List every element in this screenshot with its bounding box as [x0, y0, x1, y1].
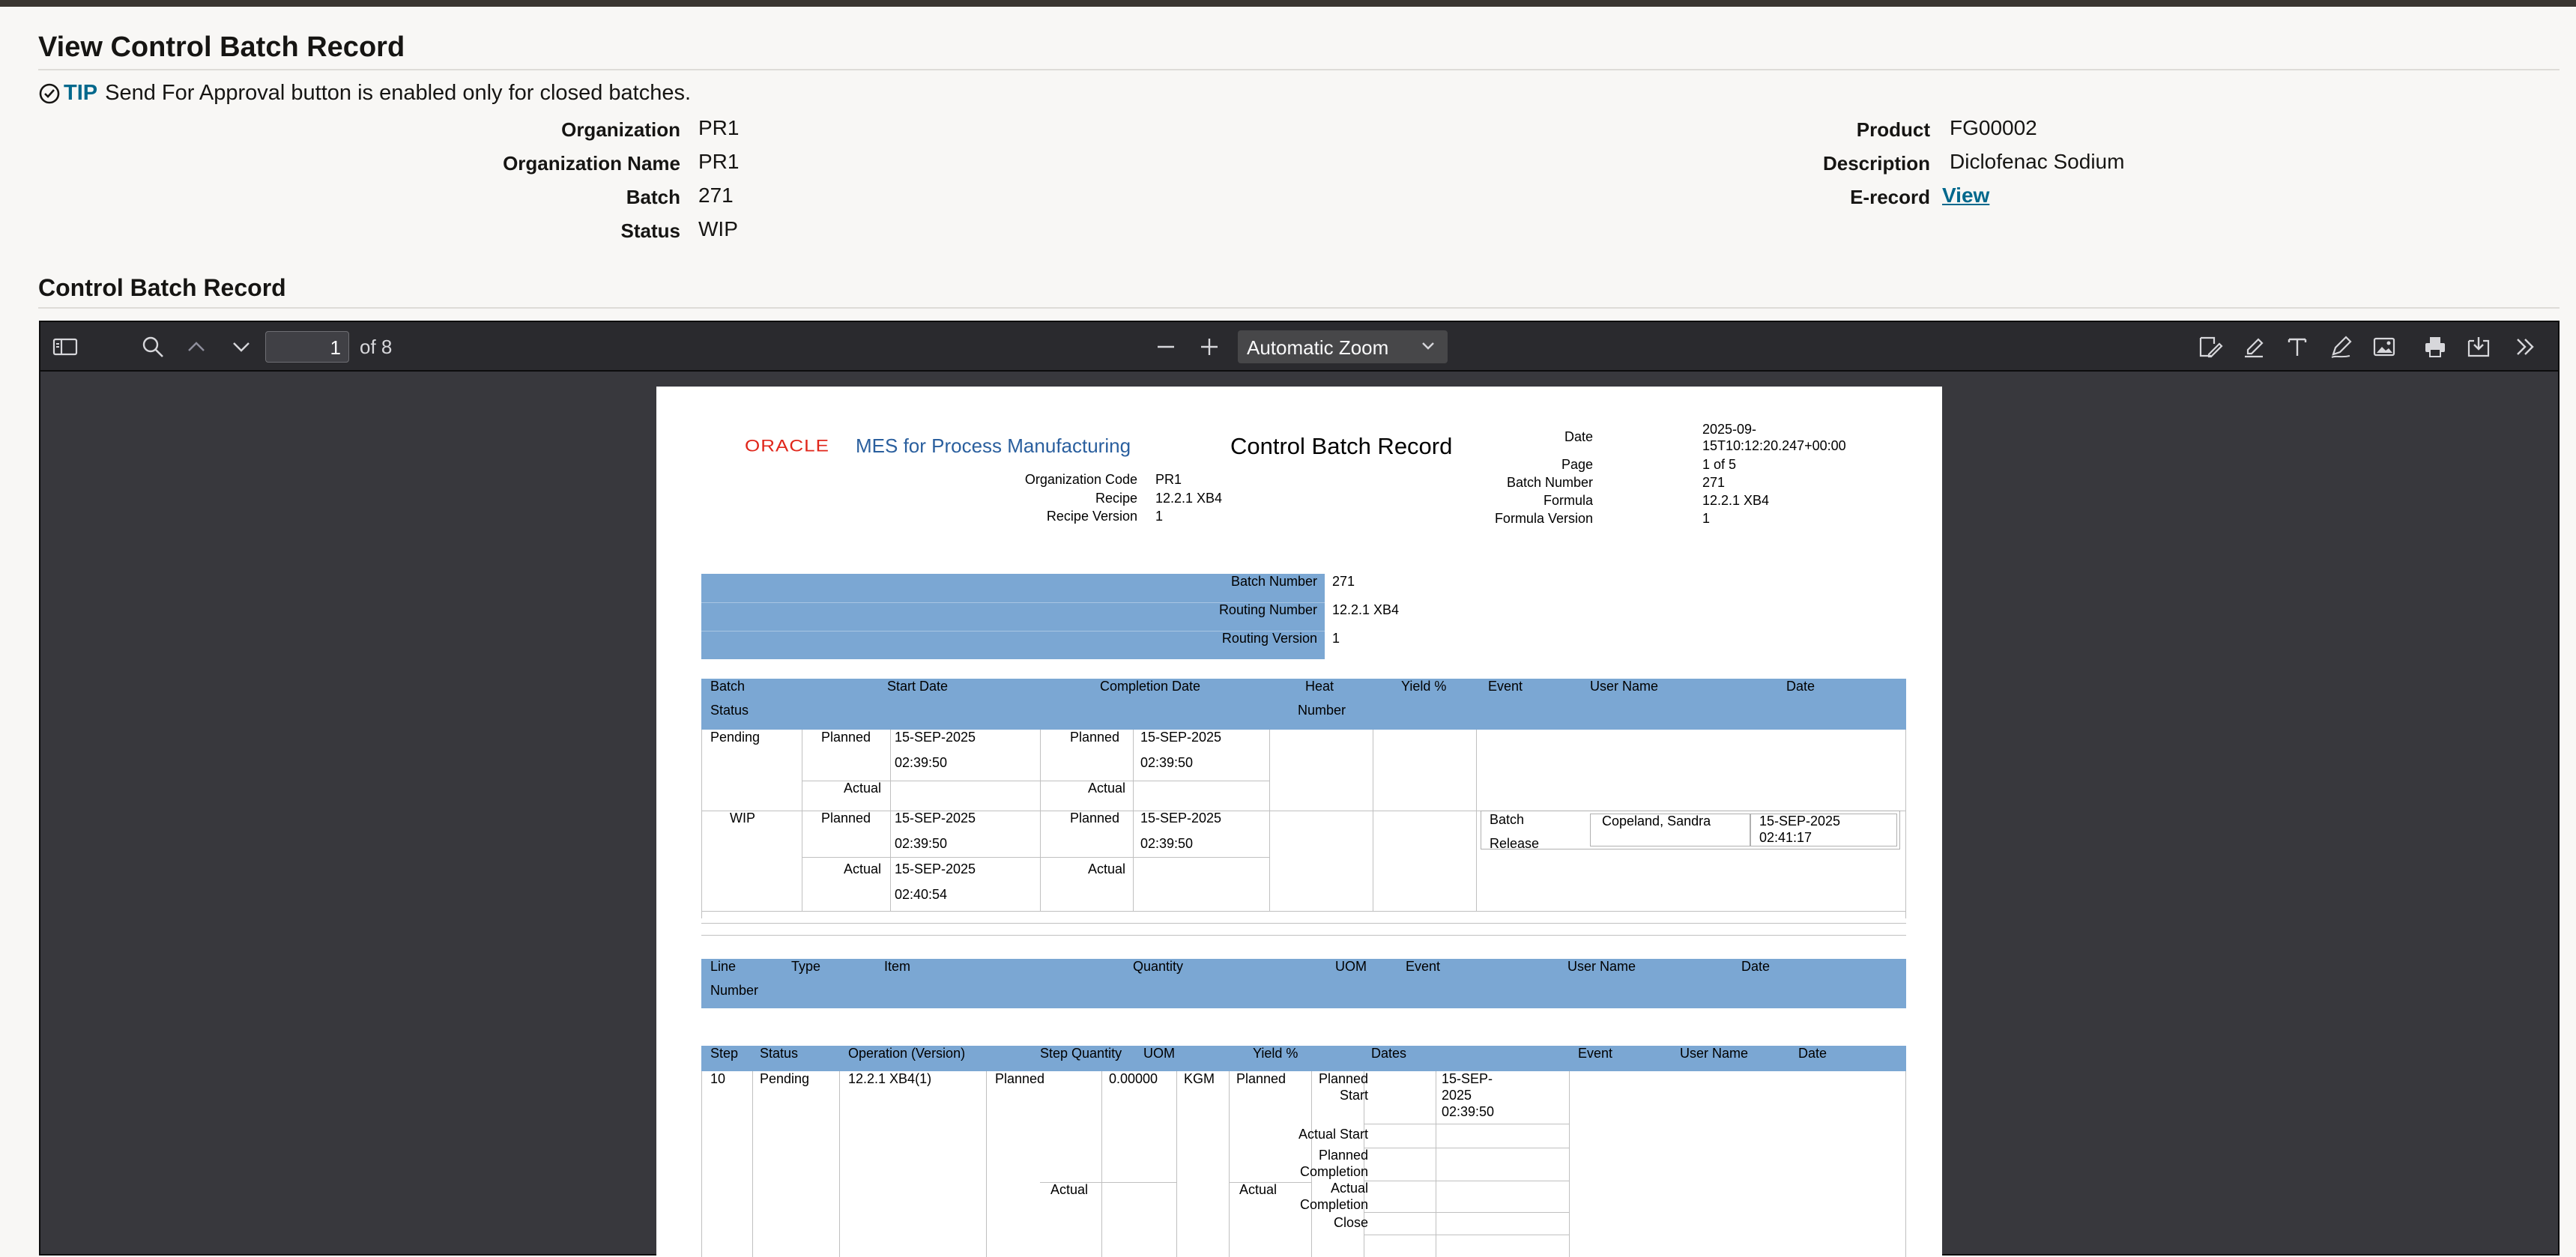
draw-icon[interactable] — [2329, 335, 2353, 359]
previous-page-icon[interactable] — [186, 338, 207, 356]
image-icon[interactable] — [2372, 335, 2396, 359]
pending-completion-date-2: 02:39:50 — [1140, 755, 1194, 770]
pending-completion-actual: Actual — [1088, 781, 1126, 796]
wip-actual-start-date-1: 15-SEP-2025 — [895, 861, 976, 876]
wip-actual-start-date-2: 02:40:54 — [895, 887, 948, 902]
col-step-status: Status — [760, 1046, 799, 1061]
pending-start-date-1: 15-SEP-2025 — [895, 730, 976, 745]
step-number: 10 — [710, 1071, 726, 1086]
routing-version-label: Routing Version — [1221, 631, 1317, 646]
table-divider — [890, 811, 891, 911]
chevron-down-icon — [1419, 336, 1437, 360]
table-divider — [1476, 811, 1477, 911]
step-operation: 12.2.1 XB4(1) — [848, 1071, 932, 1086]
batch-value: 271 — [698, 184, 734, 207]
check-circle-icon — [38, 82, 61, 105]
step-uom: KGM — [1184, 1071, 1215, 1086]
batch-number-value: 271 — [1332, 574, 1355, 589]
wip-completion-date-2: 02:39:50 — [1140, 836, 1194, 851]
batch-number-label: Batch Number — [1230, 574, 1317, 589]
planned-start-value-1: 15-SEP- — [1442, 1071, 1493, 1086]
doc-formula-value: 12.2.1 XB4 — [1702, 493, 1770, 508]
doc-date-value-1: 2025-09- — [1702, 422, 1757, 437]
col-date: Date — [1786, 679, 1815, 694]
col-step-user-name: User Name — [1680, 1046, 1749, 1061]
step-yield-actual: Actual — [1239, 1182, 1278, 1197]
step-status: Pending — [760, 1071, 810, 1086]
col-item: Item — [884, 959, 911, 974]
wip-start-actual: Actual — [844, 861, 882, 876]
planned-start-label-1: Planned — [1318, 1071, 1368, 1086]
routing-version-value: 1 — [1332, 631, 1340, 646]
tools-icon[interactable] — [2515, 336, 2537, 357]
zoom-in-icon[interactable] — [1199, 336, 1220, 357]
wip-start-planned: Planned — [821, 811, 871, 826]
col-operation: Operation (Version) — [848, 1046, 966, 1061]
col-heat-2: Number — [1298, 703, 1346, 718]
highlight-icon[interactable] — [2242, 335, 2266, 359]
planned-start-value-3: 02:39:50 — [1442, 1104, 1495, 1119]
doc-date-value-2: 15T10:12:20.247+00:00 — [1702, 438, 1846, 453]
organization-label: Organization — [561, 118, 680, 141]
status-label: Status — [620, 219, 680, 242]
col-line-2: Number — [710, 983, 759, 998]
section-title: Control Batch Record — [38, 274, 286, 301]
step-qty-actual: Actual — [1050, 1182, 1089, 1197]
doc-formula-version-label: Formula Version — [1494, 511, 1593, 526]
pdf-viewer — [39, 321, 2560, 1256]
description-label: Description — [1822, 152, 1930, 175]
print-icon[interactable] — [2423, 335, 2447, 359]
status-value: WIP — [698, 217, 738, 240]
doc-formula-label: Formula — [1543, 493, 1593, 508]
oracle-logo: ORACLE — [745, 436, 829, 455]
wip-start-date-1: 15-SEP-2025 — [895, 811, 976, 826]
status-pending: Pending — [710, 730, 761, 745]
tip-message — [38, 81, 691, 106]
recipe-version-label: Recipe Version — [1046, 509, 1137, 524]
col-batch-status-2: Status — [710, 703, 749, 718]
routing-number-label: Routing Number — [1218, 602, 1317, 617]
event-date-2: 02:41:17 — [1759, 830, 1812, 845]
table-divider — [802, 857, 1269, 858]
wip-completion-planned: Planned — [1070, 811, 1120, 826]
e-record-label: E-record — [1850, 186, 1930, 208]
line-table-header — [701, 959, 1906, 1008]
col-completion-date: Completion Date — [1100, 679, 1201, 694]
search-icon[interactable] — [141, 335, 165, 359]
actual-completion-label-2: Completion — [1299, 1197, 1368, 1212]
actual-start-label: Actual Start — [1298, 1127, 1368, 1142]
planned-completion-label-1: Planned — [1318, 1148, 1368, 1163]
zoom-select[interactable] — [1238, 330, 1448, 363]
col-start-date: Start Date — [887, 679, 949, 694]
zoom-value: Automatic Zoom — [1247, 336, 1389, 359]
col-step-quantity: Step Quantity — [1040, 1046, 1122, 1061]
recipe-value: 12.2.1 XB4 — [1155, 491, 1223, 506]
status-wip: WIP — [730, 811, 755, 826]
next-page-icon[interactable] — [231, 338, 252, 356]
download-icon[interactable] — [2467, 335, 2491, 359]
top-bar — [0, 0, 2576, 7]
step-yield-planned: Planned — [1236, 1071, 1287, 1086]
table-divider — [701, 911, 1906, 912]
recipe-version-value: 1 — [1155, 509, 1164, 524]
col-user-name: User Name — [1590, 679, 1659, 694]
section-divider — [38, 307, 2560, 309]
page-title: View Control Batch Record — [38, 31, 405, 63]
col-line-event: Event — [1406, 959, 1441, 974]
pdf-page — [656, 387, 1942, 1257]
product-value: FG00002 — [1950, 116, 2037, 139]
tip-label: TIP — [64, 81, 98, 105]
col-dates: Dates — [1371, 1046, 1407, 1061]
planned-start-label-2: Start — [1339, 1088, 1368, 1103]
col-heat-1: Heat — [1305, 679, 1334, 694]
col-yield: Yield % — [1401, 679, 1447, 694]
pending-completion-planned: Planned — [1070, 730, 1120, 745]
doc-brand: MES for Process Manufacturing — [856, 434, 1131, 457]
product-label: Product — [1856, 118, 1930, 141]
step-qty-planned: Planned — [995, 1071, 1045, 1086]
organization-name-label: Organization Name — [503, 152, 680, 175]
pending-start-planned: Planned — [821, 730, 871, 745]
organization-value: PR1 — [698, 116, 740, 139]
pdf-toolbar — [40, 322, 2558, 372]
col-step: Step — [710, 1046, 739, 1061]
doc-batch-number-label: Batch Number — [1506, 475, 1593, 490]
recipe-label: Recipe — [1095, 491, 1137, 506]
table-divider — [701, 923, 1906, 924]
planned-start-value-2: 2025 — [1442, 1088, 1472, 1103]
description-value: Diclofenac Sodium — [1950, 150, 2125, 173]
zoom-out-icon[interactable] — [1155, 338, 1176, 356]
batch-label: Batch — [626, 186, 680, 208]
step-quantity: 0.00000 — [1109, 1071, 1158, 1086]
actual-completion-label-1: Actual — [1330, 1181, 1368, 1196]
col-line-1: Line — [710, 959, 737, 974]
event-name-2: Release — [1490, 836, 1540, 851]
text-icon[interactable] — [2285, 335, 2309, 359]
page-count: of 8 — [360, 336, 393, 358]
doc-batch-number-value: 271 — [1702, 475, 1726, 490]
col-line-date: Date — [1741, 959, 1771, 974]
col-step-date: Date — [1798, 1046, 1827, 1061]
routing-number-value: 12.2.1 XB4 — [1332, 602, 1400, 617]
col-uom: UOM — [1335, 959, 1367, 974]
event-user: Copeland, Sandra — [1602, 814, 1711, 829]
doc-date-label: Date — [1564, 429, 1593, 444]
pending-completion-date-1: 15-SEP-2025 — [1140, 730, 1222, 745]
col-step-yield: Yield % — [1253, 1046, 1298, 1061]
e-record-view-link[interactable]: View — [1942, 184, 1990, 207]
col-step-event: Event — [1578, 1046, 1613, 1061]
close-label: Close — [1333, 1215, 1368, 1230]
page-number-input[interactable]: 1 — [265, 331, 349, 363]
event-date-1: 15-SEP-2025 — [1759, 814, 1841, 829]
table-divider — [1133, 811, 1134, 911]
doc-page-label: Page — [1561, 457, 1593, 472]
col-batch-status-1: Batch — [710, 679, 746, 694]
col-line-user-name: User Name — [1567, 959, 1636, 974]
wip-completion-actual: Actual — [1088, 861, 1126, 876]
sidebar-toggle-icon[interactable] — [52, 337, 78, 357]
col-step-uom: UOM — [1143, 1046, 1175, 1061]
doc-title: Control Batch Record — [1230, 433, 1453, 459]
signature-icon[interactable] — [2198, 335, 2224, 359]
organization-name-value: PR1 — [698, 150, 740, 173]
pending-start-actual: Actual — [844, 781, 882, 796]
event-name-1: Batch — [1490, 812, 1525, 827]
title-divider — [38, 69, 2560, 70]
doc-page-value: 1 of 5 — [1702, 457, 1737, 472]
org-code-label: Organization Code — [1024, 472, 1137, 487]
doc-formula-version-value: 1 — [1702, 511, 1711, 526]
col-quantity: Quantity — [1133, 959, 1184, 974]
table-divider — [701, 935, 1906, 936]
tip-text: Send For Approval button is enabled only for closed batches. — [105, 81, 692, 105]
planned-completion-label-2: Completion — [1299, 1164, 1368, 1179]
wip-completion-date-1: 15-SEP-2025 — [1140, 811, 1222, 826]
col-event: Event — [1488, 679, 1523, 694]
col-type: Type — [791, 959, 821, 974]
org-code-value: PR1 — [1155, 472, 1182, 487]
table-divider — [1040, 811, 1041, 911]
table-divider — [1269, 811, 1270, 911]
wip-start-date-2: 02:39:50 — [895, 836, 948, 851]
pending-start-date-2: 02:39:50 — [895, 755, 948, 770]
